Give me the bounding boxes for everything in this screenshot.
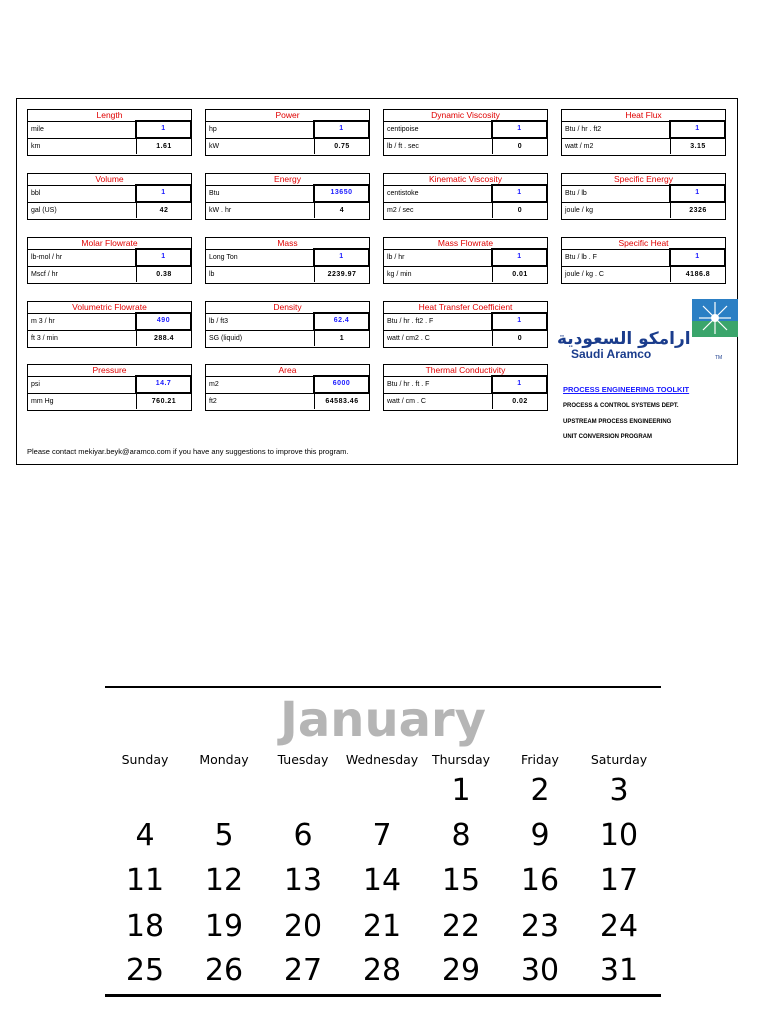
input-value-field[interactable]: 14.7 <box>135 375 192 394</box>
output-row <box>383 331 548 348</box>
weekday-header: Sunday <box>121 752 169 767</box>
conversion-title: Power <box>205 109 370 122</box>
input-unit-label: Btu / hr . ft2 . F <box>387 318 434 325</box>
output-unit-label: SG (liquid) <box>209 335 243 342</box>
output-value: 0.75 <box>314 139 369 154</box>
calendar-bottom-rule <box>105 994 661 997</box>
calendar-day[interactable]: 21 <box>362 909 402 944</box>
input-unit-label: m 3 / hr <box>31 318 55 325</box>
input-unit-label: Btu / hr . ft2 <box>565 126 602 133</box>
output-unit-label: kW . hr <box>209 207 232 214</box>
logo-arabic-text: ارامكو السعودية <box>557 329 691 349</box>
calendar-day[interactable]: 12 <box>204 863 244 898</box>
calendar-day[interactable]: 1 <box>451 773 471 808</box>
output-row <box>205 331 370 348</box>
output-unit-label: watt / cm2 . C <box>387 335 430 342</box>
output-unit-label: lb / ft . sec <box>387 143 419 150</box>
conversion-title: Heat Flux <box>561 109 726 122</box>
calendar-day[interactable]: 15 <box>441 863 481 898</box>
input-unit-label: lb-mol / hr <box>31 254 63 261</box>
input-value-field[interactable]: 1 <box>491 120 548 139</box>
conversion-block <box>205 173 370 220</box>
input-row <box>27 186 192 203</box>
calendar-day[interactable]: 7 <box>372 818 392 853</box>
input-value-field[interactable]: 1 <box>669 248 726 267</box>
calendar-day[interactable]: 5 <box>214 818 234 853</box>
input-row <box>27 314 192 331</box>
conversion-title: Volumetric Flowrate <box>27 301 192 314</box>
output-value: 1.61 <box>136 139 191 154</box>
conversion-block <box>205 301 370 348</box>
input-value-field[interactable]: 1 <box>491 312 548 331</box>
input-value-field[interactable]: 1 <box>313 120 370 139</box>
output-row <box>27 394 192 411</box>
calendar-day[interactable]: 16 <box>520 863 560 898</box>
input-value-field[interactable]: 1 <box>313 248 370 267</box>
star-burst-icon <box>692 299 738 337</box>
calendar-top-rule <box>105 686 661 688</box>
conversion-title: Specific Heat <box>561 237 726 250</box>
input-value-field[interactable]: 1 <box>135 184 192 203</box>
logo-latin-text: Saudi Aramco <box>571 347 652 361</box>
dept-line: UPSTREAM PROCESS ENGINEERING <box>563 419 672 425</box>
conversion-block <box>383 237 548 284</box>
output-value: 288.4 <box>136 331 191 346</box>
output-unit-label: ft 3 / min <box>31 335 58 342</box>
input-value-field[interactable]: 13650 <box>313 184 370 203</box>
input-value-field[interactable]: 490 <box>135 312 192 331</box>
output-row <box>205 267 370 284</box>
input-row <box>561 122 726 139</box>
contact-note: Please contact mekiyar.beyk@aramco.com if you have any suggestions to improve this program. <box>27 447 349 456</box>
output-unit-label: watt / cm . C <box>387 398 426 405</box>
conversion-block <box>561 173 726 220</box>
input-row <box>27 250 192 267</box>
input-value-field[interactable]: 1 <box>491 248 548 267</box>
conversion-title: Specific Energy <box>561 173 726 186</box>
output-row <box>205 394 370 411</box>
output-row <box>383 139 548 156</box>
conversion-block <box>205 237 370 284</box>
input-value-field[interactable]: 1 <box>669 184 726 203</box>
calendar-day[interactable]: 2 <box>530 773 550 808</box>
input-unit-label: lb / hr <box>387 254 405 261</box>
input-unit-label: Btu / hr . ft . F <box>387 381 430 388</box>
output-value: 3.15 <box>670 139 725 154</box>
input-unit-label: centistoke <box>387 190 419 197</box>
calendar-day[interactable]: 17 <box>599 863 639 898</box>
input-value-field[interactable]: 1 <box>135 120 192 139</box>
output-unit-label: gal (US) <box>31 207 57 214</box>
input-unit-label: Btu / lb <box>565 190 587 197</box>
output-unit-label: kg / min <box>387 271 412 278</box>
input-value-field[interactable]: 1 <box>669 120 726 139</box>
conversion-block <box>561 237 726 284</box>
output-value: 4186.8 <box>670 267 725 282</box>
output-value: 64583.46 <box>314 394 369 409</box>
calendar-day[interactable]: 30 <box>520 953 560 988</box>
output-row <box>561 267 726 284</box>
input-row <box>205 314 370 331</box>
output-unit-label: kW <box>209 143 220 150</box>
input-value-field[interactable]: 1 <box>491 184 548 203</box>
input-unit-label: m2 <box>209 381 219 388</box>
calendar-day[interactable]: 18 <box>125 909 165 944</box>
output-row <box>561 203 726 220</box>
weekday-header: Monday <box>199 752 249 767</box>
weekday-header: Tuesday <box>277 752 329 767</box>
input-unit-label: Btu / lb . F <box>565 254 597 261</box>
calendar-day[interactable]: 4 <box>135 818 155 853</box>
output-unit-label: joule / kg . C <box>565 271 604 278</box>
output-unit-label: mm Hg <box>31 398 54 405</box>
calendar-day[interactable]: 28 <box>362 953 402 988</box>
weekday-header: Saturday <box>590 752 648 767</box>
input-row <box>383 186 548 203</box>
output-value: 2326 <box>670 203 725 218</box>
input-row <box>561 186 726 203</box>
output-row <box>205 139 370 156</box>
output-unit-label: joule / kg <box>565 207 594 214</box>
output-unit-label: ft2 <box>209 398 217 405</box>
conversion-title: Energy <box>205 173 370 186</box>
conversion-title: Mass Flowrate <box>383 237 548 250</box>
input-unit-label: hp <box>209 126 217 133</box>
calendar-day[interactable]: 24 <box>599 909 639 944</box>
output-unit-label: km <box>31 143 41 150</box>
dept-line: PROCESS & CONTROL SYSTEMS DEPT. <box>563 403 679 409</box>
unit-conversion-sheet <box>16 98 738 465</box>
conversion-block <box>27 301 192 348</box>
calendar-day[interactable]: 11 <box>125 863 165 898</box>
output-value: 0.01 <box>492 267 547 282</box>
output-row <box>383 203 548 220</box>
input-value-field[interactable]: 1 <box>491 375 548 394</box>
output-value: 1 <box>314 331 369 346</box>
output-value: 2239.97 <box>314 267 369 282</box>
input-row <box>383 122 548 139</box>
calendar-day[interactable]: 6 <box>293 818 313 853</box>
input-row <box>205 122 370 139</box>
input-unit-label: bbl <box>31 190 41 197</box>
output-row <box>27 267 192 284</box>
input-row <box>205 186 370 203</box>
logo-trademark: TM <box>715 355 723 361</box>
input-row <box>205 377 370 394</box>
weekday-header: Wednesday <box>345 752 419 767</box>
conversion-block <box>27 237 192 284</box>
input-row <box>383 250 548 267</box>
calendar-day[interactable]: 14 <box>362 863 402 898</box>
conversion-title: Mass <box>205 237 370 250</box>
conversion-title: Pressure <box>27 364 192 377</box>
input-row <box>383 377 548 394</box>
input-row <box>383 314 548 331</box>
output-unit-label: m2 / sec <box>387 207 414 214</box>
output-row <box>383 394 548 411</box>
calendar-day[interactable]: 23 <box>520 909 560 944</box>
calendar <box>105 686 661 998</box>
output-value: 0 <box>492 331 547 346</box>
output-value: 42 <box>136 203 191 218</box>
output-unit-label: Mscf / hr <box>31 271 58 278</box>
calendar-day[interactable]: 25 <box>125 953 165 988</box>
calendar-day[interactable]: 26 <box>204 953 244 988</box>
conversion-title: Area <box>205 364 370 377</box>
input-value-field[interactable]: 1 <box>135 248 192 267</box>
calendar-day[interactable]: 8 <box>451 818 471 853</box>
input-value-field[interactable]: 62.4 <box>313 312 370 331</box>
calendar-day[interactable]: 31 <box>599 953 639 988</box>
output-row <box>205 203 370 220</box>
conversion-title: Volume <box>27 173 192 186</box>
conversion-title: Thermal Conductivity <box>383 364 548 377</box>
input-unit-label: lb / ft3 <box>209 318 229 325</box>
dept-line: UNIT CONVERSION PROGRAM <box>563 434 653 440</box>
input-row <box>561 250 726 267</box>
conversion-block <box>383 301 548 348</box>
calendar-day[interactable]: 22 <box>441 909 481 944</box>
calendar-day[interactable]: 9 <box>530 818 550 853</box>
conversion-block <box>383 109 548 156</box>
conversion-block <box>383 173 548 220</box>
input-value-field[interactable]: 6000 <box>313 375 370 394</box>
conversion-block <box>383 364 548 411</box>
conversion-title: Kinematic Viscosity <box>383 173 548 186</box>
output-row <box>561 139 726 156</box>
output-row <box>27 331 192 348</box>
output-value: 0 <box>492 203 547 218</box>
calendar-day[interactable]: 29 <box>441 953 481 988</box>
calendar-day[interactable]: 19 <box>204 909 244 944</box>
output-unit-label: watt / m2 <box>565 143 594 150</box>
calendar-day[interactable]: 13 <box>283 863 323 898</box>
calendar-day[interactable]: 10 <box>599 818 639 853</box>
saudi-aramco-logo <box>557 295 727 365</box>
conversion-block <box>27 109 192 156</box>
weekday-header: Thursday <box>431 752 491 767</box>
conversion-block <box>27 173 192 220</box>
output-value: 760.21 <box>136 394 191 409</box>
month-title: January <box>280 692 486 748</box>
conversion-block <box>27 364 192 411</box>
input-row <box>27 122 192 139</box>
conversion-title: Molar Flowrate <box>27 237 192 250</box>
output-row <box>383 267 548 284</box>
output-value: 4 <box>314 203 369 218</box>
conversion-block <box>561 109 726 156</box>
input-unit-label: psi <box>31 381 40 388</box>
output-value: 0.02 <box>492 394 547 409</box>
output-unit-label: lb <box>209 271 215 278</box>
calendar-day[interactable]: 27 <box>283 953 323 988</box>
weekday-header: Friday <box>521 752 559 767</box>
toolkit-link[interactable]: PROCESS ENGINEERING TOOLKIT <box>563 385 690 394</box>
output-row <box>27 139 192 156</box>
calendar-day[interactable]: 20 <box>283 909 323 944</box>
conversion-title: Length <box>27 109 192 122</box>
calendar-day[interactable]: 3 <box>609 773 629 808</box>
conversion-title: Heat Transfer Coefficient <box>383 301 548 314</box>
input-row <box>27 377 192 394</box>
output-row <box>27 203 192 220</box>
input-unit-label: Btu <box>209 190 220 197</box>
input-unit-label: Long Ton <box>209 254 238 261</box>
output-value: 0 <box>492 139 547 154</box>
conversion-title: Dynamic Viscosity <box>383 109 548 122</box>
input-unit-label: mile <box>31 126 44 133</box>
conversion-title: Density <box>205 301 370 314</box>
conversion-block <box>205 109 370 156</box>
input-unit-label: centipoise <box>387 126 419 133</box>
output-value: 0.38 <box>136 267 191 282</box>
input-row <box>205 250 370 267</box>
conversion-block <box>205 364 370 411</box>
